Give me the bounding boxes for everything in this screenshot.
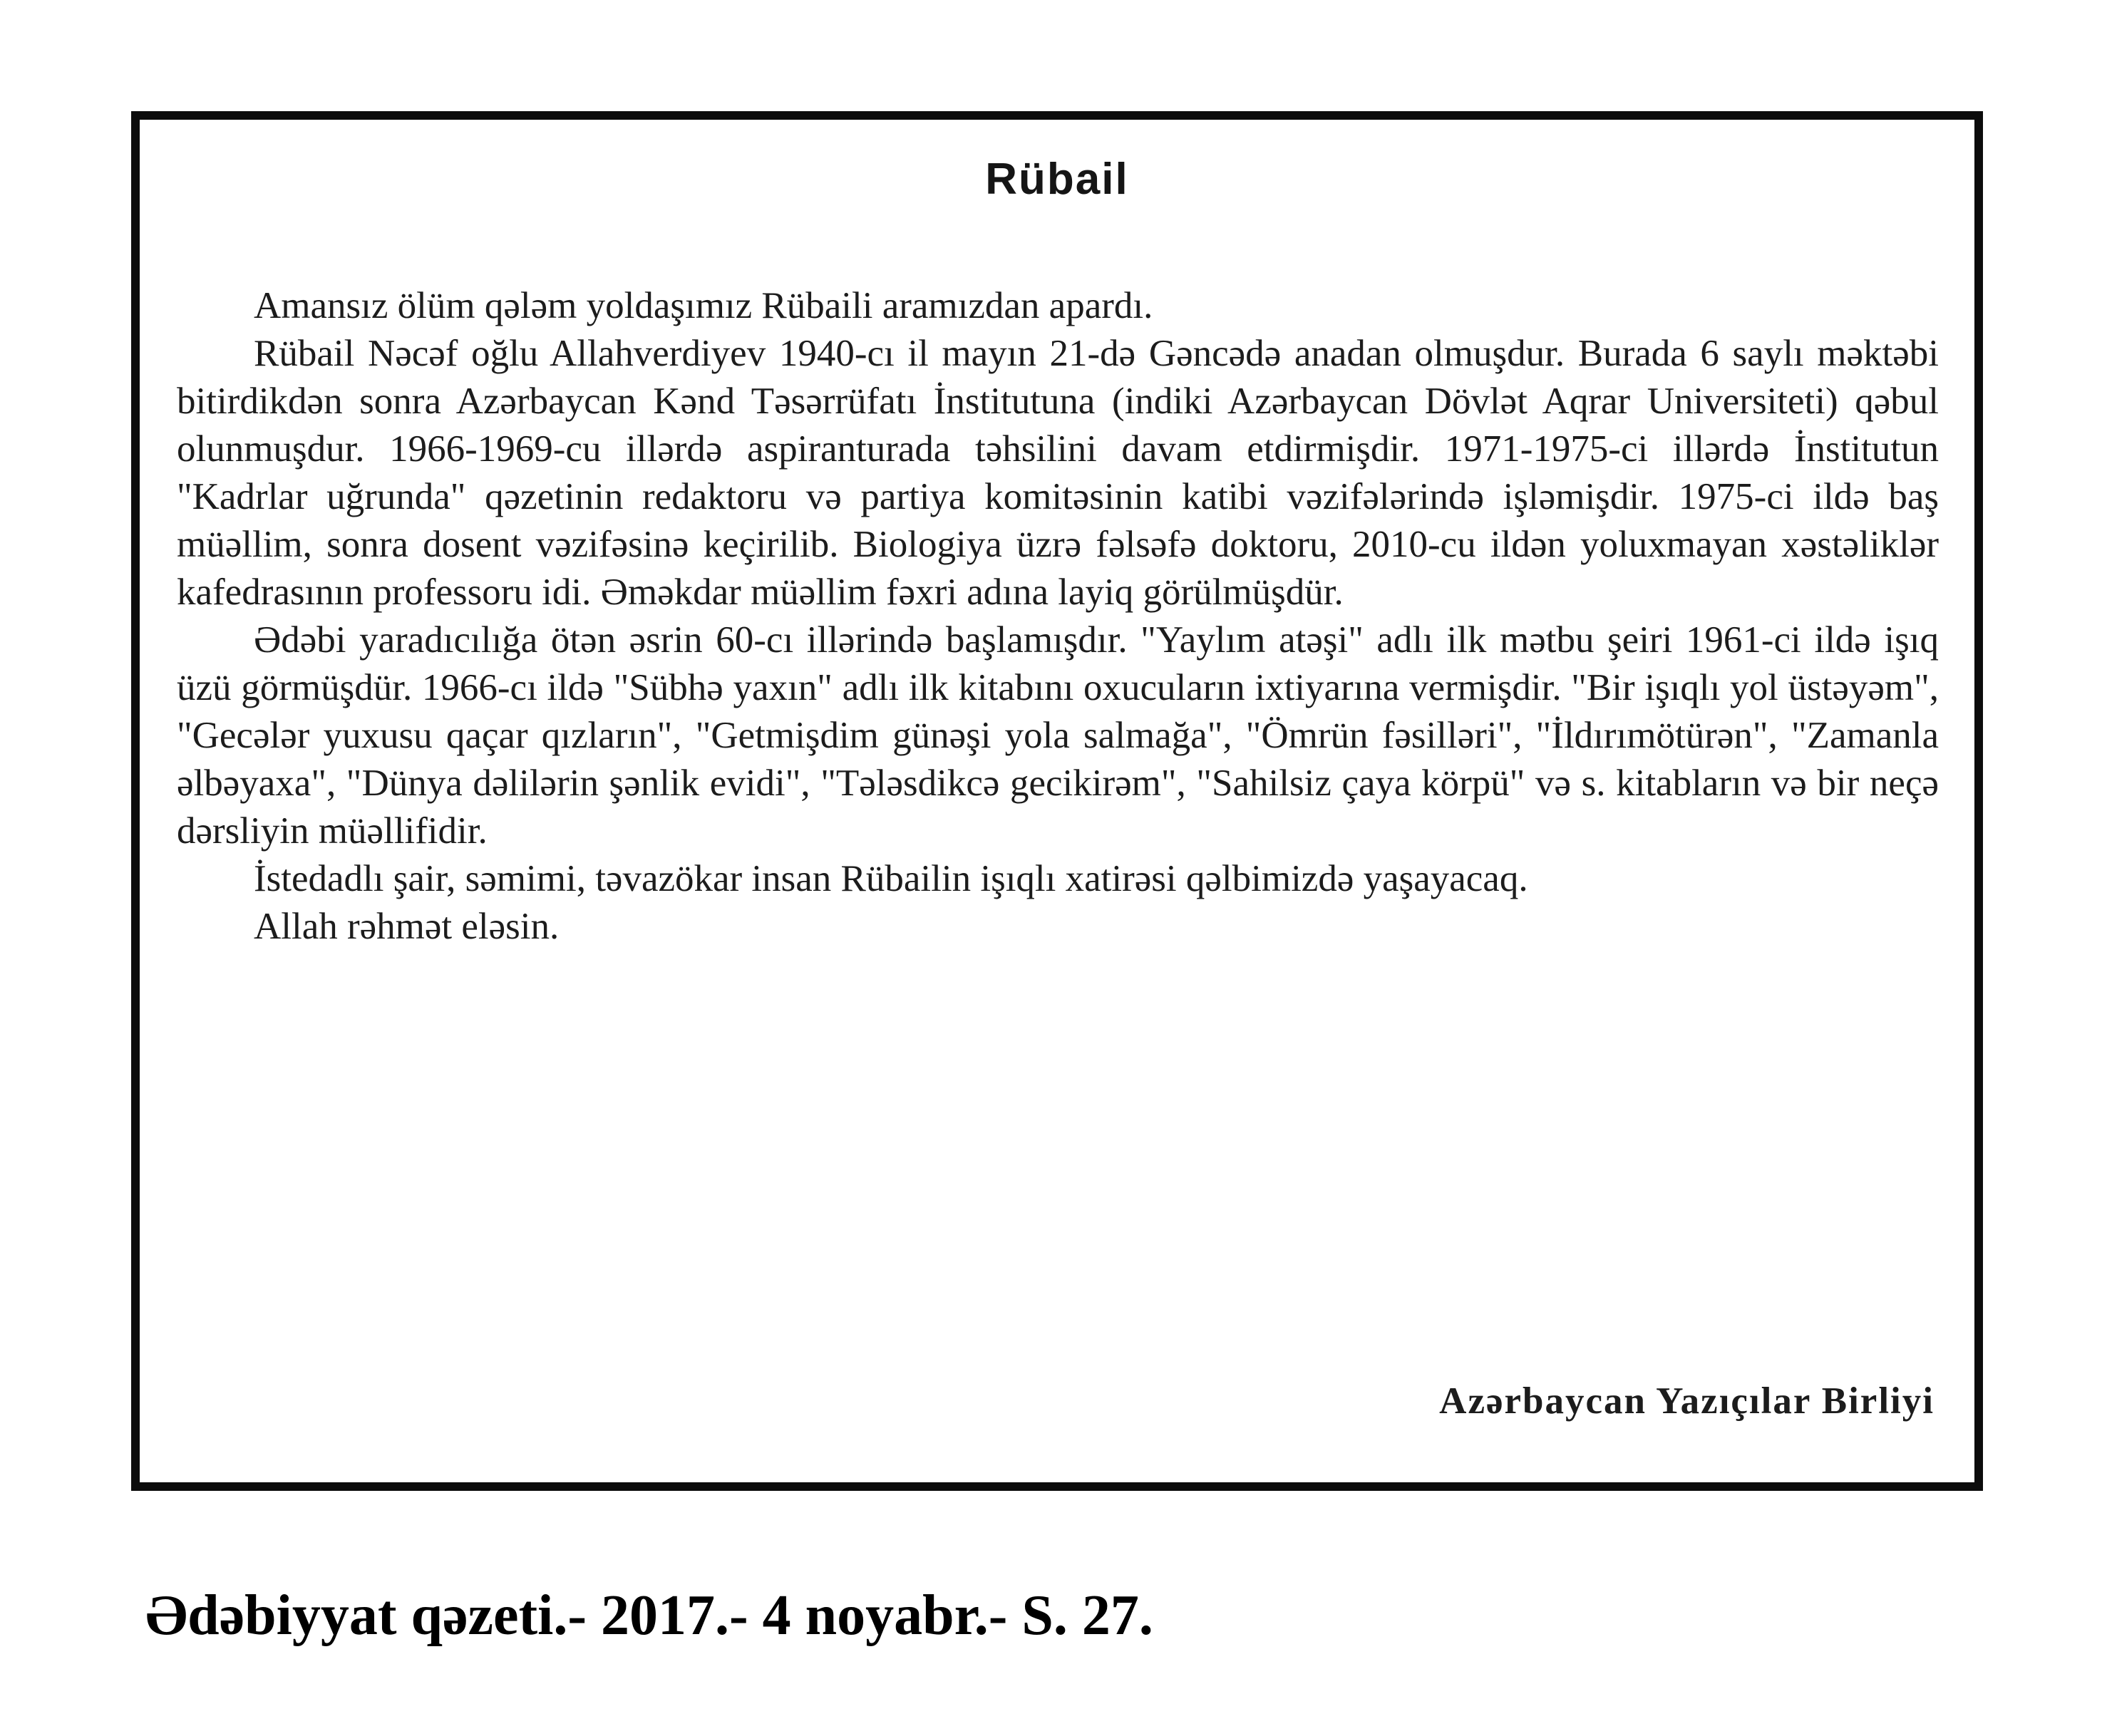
notice-paragraph: İstedadlı şair, səmimi, təvazökar insan Rübailin işıqlı xatirəsi qəlbimizdə yaşayacaq. [254, 858, 1528, 899]
source-citation: Ədəbiyyat qəzeti.- 2017.- 4 noyabr.- S. 27. [145, 1584, 1153, 1647]
notice-paragraph: Rübail Nəcəf oğlu Allahverdiyev 1940-cı il mayın 21-də Gəncədə anadan olmuşdur. Burada 6 saylı məktəbi bitirdikdən sonra Azərbaycan Kənd Təsərrüfatı İnstitutuna (indiki Azərbaycan Dövlət Aqrar Universiteti) qəbul olunmuşdur. 1966-1969-cu illərdə aspiranturada təhsilini davam etdirmişdir. 1971-1975-ci illərdə İnstitutun "Kadrlar uğrunda" qəzetinin redaktoru və partiya komitəsinin katibi vəzifələrində işləmişdir. 1975-ci ildə baş müəllim, sonra dosent vəzifəsinə keçirilib. Biologiya üzrə fəlsəfə doktoru, 2010-cu ildən yoluxmayan xəstəliklər kafedrasının professoru idi. Əməkdar müəllim fəxri adına layiq görülmüşdür. [177, 333, 1939, 613]
obituary-notice-frame [131, 111, 1983, 1491]
notice-paragraph: Allah rəhmət eləsin. [254, 906, 560, 947]
notice-body [177, 282, 1939, 951]
notice-paragraph: Amansız ölüm qələm yoldaşımız Rübaili aramızdan apardı. [254, 285, 1153, 326]
notice-signature: Azərbaycan Yazıçılar Birliyi [1439, 1380, 1935, 1422]
notice-paragraph: Ədəbi yaradıcılığa ötən əsrin 60-cı illərində başlamışdır. "Yaylım atəşi" adlı ilk mətbu şeiri 1961-ci ildə işıq üzü görmüşdür. 1966-cı ildə "Sübhə yaxın" adlı ilk kitabını oxucuların ixtiyarına vermişdir. "Bir işıqlı yol üstəyəm", "Gecələr yuxusu qaçar qızların", "Getmişdim günəşi yola salmağa", "Ömrün fəsilləri", "İldırımötürən", "Zamanla əlbəyaxa", "Dünya dəlilərin şənlik evidi", "Tələsdikcə gecikirəm", "Sahilsiz çaya körpü" və s. kitabların və bir neçə dərsliyin müəllifidir. [177, 619, 1939, 852]
notice-title: Rübail [985, 155, 1129, 204]
